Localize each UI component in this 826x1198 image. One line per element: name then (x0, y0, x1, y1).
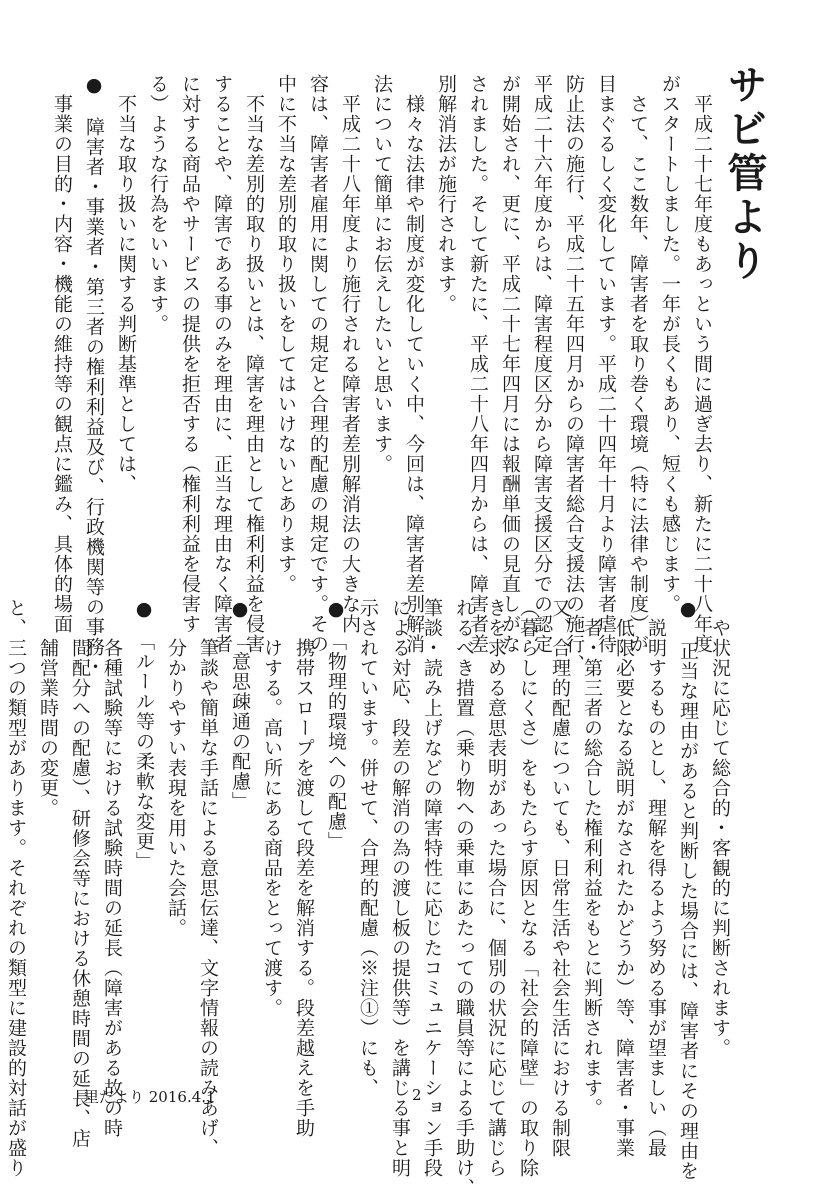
text-line: 説明するものとし、理解を得るよう努める事が望ましい（最 (645, 598, 667, 1158)
text-line: 又、合理的配慮についても、日常生活や社会生活における制限 (549, 598, 571, 1158)
text-line: 不当な取り扱いに関する判断基準としては、 (115, 74, 137, 494)
text-line: 事業の目的・内容・機能の維持等の観点に鑑み、具体的場面 (51, 74, 73, 634)
article-upper-block (46, 74, 718, 677)
text-line: ● 障害者・事業者・第三者の権利利益及び、行政機関等の事務・ (83, 74, 105, 677)
newsletter-date: 里だより 2016.4.1 (84, 1088, 216, 1106)
text-line: 平成二十六年度からは、障害程度区分から障害支援区分での認定 (531, 74, 553, 654)
text-line: 各種試験等における試験時間の延長（障害がある故の時 (101, 598, 123, 1138)
text-line: 平成二十七年度もあっという間に過ぎ去り、新たに二十八年度 (691, 74, 713, 654)
text-line: や状況に応じて総合的・客観的に判断されます。 (709, 598, 731, 1058)
text-line: 法について簡単にお伝えしたいと思います。 (371, 74, 393, 474)
text-line: することや、障害である事のみを理由に、正当な理由なく障害者 (211, 74, 233, 654)
text-line: 分かりやすい表現を用いた会話。 (165, 598, 187, 938)
text-line: ● 正当な理由があると判断した場合には、障害者にその理由を (677, 598, 699, 1181)
text-line: 防止法の施行、平成二十五年四月からの障害者総合支援法の施行、 (563, 74, 585, 674)
text-line: されました。そして新たに、平成二十八年四月からは、障害者差 (467, 74, 489, 654)
text-line: ● 「意思疎通の配慮」 (229, 598, 251, 812)
text-line: が開始され、更に、平成二十七年四月には報酬単価の見直しがな (499, 74, 521, 654)
text-line: 筆談・読み上げなどの障害特性に応じたコミュニケーション手段 (421, 598, 443, 1178)
text-line: 不当な差別的取り扱いとは、障害を理由として権利利益を侵害 (243, 74, 265, 654)
text-line: 舗営業時間の変更。 (37, 598, 59, 818)
text-line: と、三つの類型があります。それぞれの類型に建設的対話が盛り (5, 598, 27, 1178)
text-line: に対する商品やサービスの提供を拒否する（権利利益を侵害す (179, 74, 201, 634)
text-line: ● 「物理的環境への配慮」 (325, 598, 347, 852)
text-line: 携帯スロープを渡して段差を解消する。段差越えを手助 (293, 598, 315, 1138)
text-line: 中に不当な差別的取り扱いをしてはいけないとあります。 (275, 74, 297, 594)
text-line: 筆談や簡単な手話による意思伝達、文字情報の読みあげ、 (197, 598, 219, 1158)
text-line: 者・第三者の総合した権利利益をもとに判断されます。 (581, 598, 603, 1118)
text-line: による対応、段差の解消の為の渡し板の提供等）を講じる事と明 (389, 598, 411, 1178)
text-line: さて、ここ数年、障害者を取り巻く環境（特に法律や制度）が (627, 74, 649, 654)
text-line: がスタートしました。一年が長くもあり、短くも感じます。 (659, 74, 681, 614)
page-number: 2 (412, 1086, 422, 1104)
text-line: 目まぐるしく変化しています。平成二十四年十月より障害者虐待 (595, 74, 617, 654)
text-line: 示されています。併せて、合理的配慮（※注①）にも、 (357, 598, 379, 1098)
text-line: 容は、障害者雇用に関しての規定と合理的配慮の規定です。その (307, 74, 329, 654)
section-title: サビ管より (721, 64, 768, 284)
text-line: （暮らしにくさ）をもたらす原因となる「社会的障壁」の取り除 (517, 598, 539, 1178)
text-line: れるべき措置（乗り物への乗車にあたっての職員等による手助け、 (453, 598, 475, 1198)
text-line: 様々な法律や制度が変化していく中、今回は、障害者差別解消 (403, 74, 425, 654)
text-line: る）ような行為をいいます。 (147, 74, 169, 334)
text-line: 別解消法が施行されます。 (435, 74, 457, 314)
text-line: 間配分への配慮）、研修会等における休憩時間の延長、店 (69, 598, 91, 1149)
text-line: ● 「ルール等の柔軟な変更」 (133, 598, 155, 872)
text-line: 低限必要となる説明がなされたかどうか）等、障害者・事業 (613, 598, 635, 1158)
text-line: けする。高い所にある商品をとって渡す。 (261, 598, 283, 1018)
text-line: きを求める意思表明があった場合に、個別の状況に応じて講じら (485, 598, 507, 1178)
text-line: 平成二十八年度より施行される障害者差別解消法の大きな内 (339, 74, 361, 634)
